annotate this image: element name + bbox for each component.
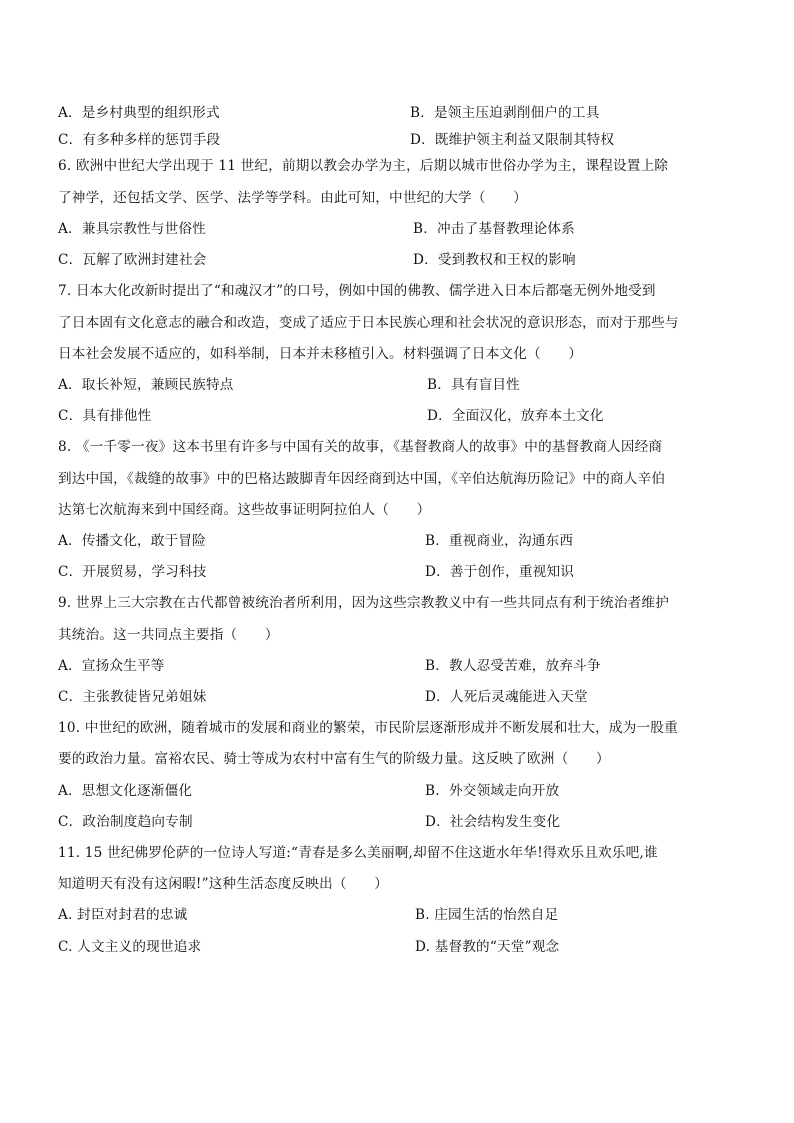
q9-stem-line-1: 9. 世界上三大宗教在古代都曾被统治者所利用，因为这些宗教教义中有一些共同点有利于统治者维护 <box>58 595 670 611</box>
q6-option-b: B．冲击了基督教理论体系 <box>413 221 575 237</box>
q10-option-c: C．政治制度趋向专制 <box>58 814 193 830</box>
q7-stem-line-3: 日本社会发展不适应的，如科举制，日本并未移植引入。材料强调了日本文化（ ） <box>58 346 583 362</box>
q5-option-c: C．有多种多样的惩罚手段 <box>58 132 221 148</box>
q9-option-b: B．教人忍受苦难，放弃斗争 <box>425 658 601 674</box>
q9-stem-line-2: 其统治。这一共同点主要指（ ） <box>58 627 279 643</box>
q5-option-d: D．既维护领主利益又限制其特权 <box>410 132 615 148</box>
q10-option-b: B．外交领域走向开放 <box>425 783 560 799</box>
q8-option-d: D．善于创作，重视知识 <box>425 564 575 580</box>
q7-option-b: B．具有盲目性 <box>427 377 520 393</box>
q8-option-c: C．开展贸易，学习科技 <box>58 564 207 580</box>
q6-option-d: D．受到教权和王权的影响 <box>413 252 576 268</box>
q11-stem-line-2: 知道明天有没有这闲暇!”这种生活态度反映出（ ） <box>58 876 389 892</box>
q7-stem-line-2: 了日本固有文化意志的融合和改造，变成了适应于日本民族心理和社会状况的意识形态，而对于那些与 <box>58 315 679 331</box>
q7-option-d: D．全面汉化，放弃本土文化 <box>427 408 604 424</box>
q9-option-c: C．主张教徒皆兄弟姐妹 <box>58 689 207 705</box>
q6-option-c: C．瓦解了欧洲封建社会 <box>58 252 207 268</box>
q11-stem-line-1: 11. 15 世纪佛罗伦萨的一位诗人写道:“青春是多么美丽啊,却留不住这逝水年华!得欢乐且欢乐吧,谁 <box>58 845 658 861</box>
q10-option-d: D．社会结构发生变化 <box>425 814 561 830</box>
q11-option-a: A. 封臣对封君的忠诚 <box>58 907 188 923</box>
q7-option-c: C．具有排他性 <box>58 408 152 424</box>
q8-stem-line-1: 8. 《一千零一夜》这本书里有许多与中国有关的故事，《基督教商人的故事》中的基督教商人因经商 <box>58 439 663 455</box>
q10-stem-line-1: 10. 中世纪的欧洲，随着城市的发展和商业的繁荣，市民阶层逐渐形成并不断发展和壮大，成为一股重 <box>58 720 678 736</box>
q11-option-b: B. 庄园生活的怡然自足 <box>415 907 559 923</box>
q10-option-a: A．思想文化逐渐僵化 <box>58 783 193 799</box>
q8-option-a: A．传播文化，敢于冒险 <box>58 533 206 549</box>
q5-option-b: B．是领主压迫剥削佃户的工具 <box>410 105 600 121</box>
q6-stem-line-2: 了神学，还包括文学、医学、法学等学科。由此可知，中世纪的大学（ ） <box>58 190 527 206</box>
q9-option-a: A．宣扬众生平等 <box>58 658 165 674</box>
q8-option-b: B．重视商业，沟通东西 <box>425 533 574 549</box>
q7-option-a: A．取长补短，兼顾民族特点 <box>58 377 234 393</box>
q6-option-a: A．兼具宗教性与世俗性 <box>58 221 206 237</box>
q10-stem-line-2: 要的政治力量。富裕农民、骑士等成为农村中富有生气的阶级力量。这反映了欧洲（ ） <box>58 751 610 767</box>
q8-stem-line-3: 达第七次航海来到中国经商。这些故事证明阿拉伯人（ ） <box>58 502 431 518</box>
q6-stem-line-1: 6. 欧洲中世纪大学出现于 11 世纪，前期以教会办学为主，后期以城市世俗办学为主，课程设置上除 <box>58 158 669 174</box>
q9-option-d: D．人死后灵魂能进入天堂 <box>425 689 588 705</box>
q7-stem-line-1: 7. 日本大化改新时提出了“和魂汉才”的口号，例如中国的佛教、儒学进入日本后都毫无例外地受到 <box>58 283 656 299</box>
q8-stem-line-2: 到达中国，《裁缝的故事》中的巴格达跛脚青年因经商到达中国，《辛伯达航海历险记》中的商人辛伯 <box>58 471 666 487</box>
q5-option-a: A．是乡村典型的组织形式 <box>58 105 220 121</box>
q11-option-c: C. 人文主义的现世追求 <box>58 939 202 955</box>
q11-option-d: D. 基督教的“天堂”观念 <box>415 939 560 955</box>
